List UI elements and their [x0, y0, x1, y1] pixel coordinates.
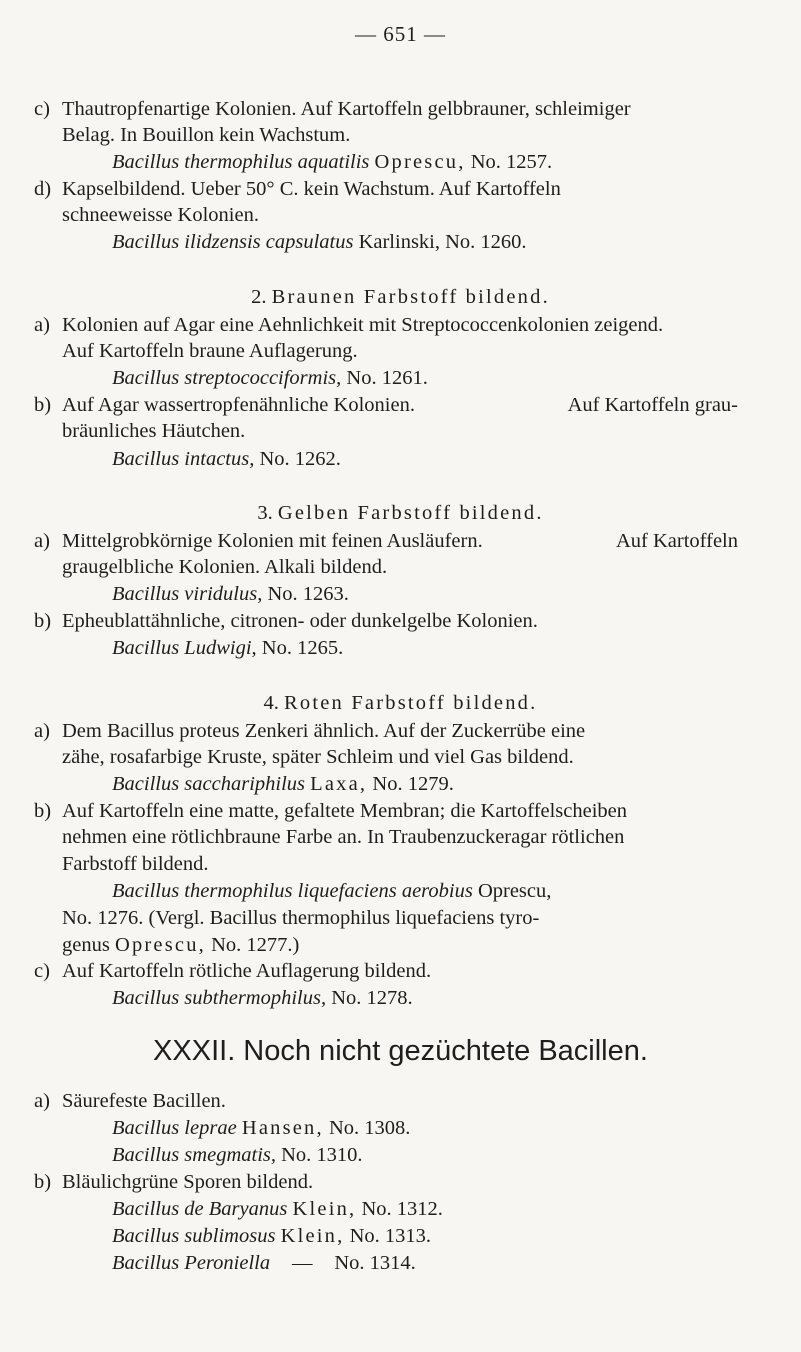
species-name: Bacillus ilidzensis capsulatus [112, 231, 354, 253]
section-heading-4 [0, 690, 801, 716]
text-line: bräunliches Häutchen. [62, 420, 246, 442]
species-name: Bacillus de Baryanus [112, 1198, 288, 1220]
catalog-number: No. 1308. [328, 1117, 411, 1139]
section-title: Roten Farbstoff bildend. [284, 692, 538, 714]
catalog-number: No. 1263. [267, 583, 349, 605]
label-b: b) [34, 394, 52, 416]
species-line [112, 149, 552, 175]
label-a: a) [34, 530, 50, 552]
author: Laxa, [310, 773, 368, 795]
text-line: Auf Kartoffeln eine matte, gefaltete Membran; die Kartoffelscheiben [62, 800, 628, 822]
justified-line [62, 528, 738, 554]
text-line: Farbstoff bildend. [62, 853, 209, 875]
catalog-number: No. 1260. [445, 231, 527, 253]
author: Klein, [292, 1198, 357, 1220]
species-line [112, 229, 527, 255]
text-line: graugelbliche Kolonien. Alkali bildend. [62, 556, 388, 578]
catalog-number: No. 1257. [470, 151, 553, 173]
label-a: a) [34, 720, 50, 742]
species-name: Bacillus thermophilus aquatilis [112, 151, 370, 173]
species-line [112, 1250, 416, 1276]
catalog-number: No. 1277.) [211, 934, 300, 956]
text-segment: Auf Kartoffeln [615, 530, 738, 552]
catalog-number: No. 1265. [261, 637, 344, 659]
species-name: Bacillus intactus, [112, 448, 255, 470]
page-number: — 651 — [355, 22, 446, 46]
species-name: Bacillus smegmatis, [112, 1144, 276, 1166]
author: Oprescu, [477, 880, 552, 902]
text-segment: Auf Agar wassertropfenähnliche Kolonien. [62, 394, 415, 416]
label-b: b) [34, 1171, 52, 1193]
text-line: Bläulichgrüne Sporen bildend. [62, 1171, 314, 1193]
catalog-number: No. 1262. [259, 448, 341, 470]
species-name: Bacillus Peroniella [112, 1252, 271, 1274]
catalog-number: No. 1279. [372, 773, 454, 795]
species-line [112, 1115, 410, 1141]
species-line [112, 985, 413, 1011]
species-line [112, 365, 428, 391]
species-name: Bacillus Ludwigi, [112, 637, 257, 659]
species-name: Bacillus sublimosus [112, 1225, 276, 1247]
author: Klein, [280, 1225, 345, 1247]
species-name: Bacillus leprae [112, 1117, 237, 1139]
author: Oprescu, [114, 934, 206, 956]
section-title: Gelben Farbstoff bildend. [277, 502, 544, 524]
label-a: a) [34, 314, 50, 336]
catalog-number: No. 1312. [361, 1198, 443, 1220]
section-number: 2. [251, 286, 267, 308]
species-name: Bacillus subthermophilus, [112, 987, 327, 1009]
author: Karlinski, [358, 231, 440, 253]
label-c: c) [34, 98, 50, 120]
text-line: Auf Kartoffeln braune Auflagerung. [62, 340, 358, 362]
species-line [112, 878, 551, 904]
catalog-number: No. 1313. [349, 1225, 432, 1247]
author: Oprescu, [374, 151, 466, 173]
species-line [112, 1223, 431, 1249]
species-line [112, 581, 349, 607]
section-heading-3 [0, 500, 801, 526]
text-line: Epheublattähnliche, citronen- oder dunkelgelbe Kolonien. [62, 610, 538, 632]
text-line: Dem Bacillus proteus Zenkeri ähnlich. Auf der Zuckerrübe eine [62, 720, 586, 742]
species-name: Bacillus sacchariphilus [112, 773, 306, 795]
text-line: Kolonien auf Agar eine Aehnlichkeit mit Streptococcenkolonien zeigend. [62, 314, 664, 336]
label-b: b) [34, 610, 52, 632]
species-line [112, 446, 341, 472]
catalog-number: No. 1278. [331, 987, 413, 1009]
text-line: Belag. In Bouillon kein Wachstum. [62, 124, 351, 146]
text-line: Säurefeste Bacillen. [62, 1090, 226, 1112]
section-heading-2 [0, 284, 801, 310]
text-line: Kapselbildend. Ueber 50° C. kein Wachstum. Auf Kartoffeln [62, 178, 561, 200]
species-line [112, 771, 454, 797]
text-line: Thautropfenartige Kolonien. Auf Kartoffeln gelbbrauner, schleimiger [62, 98, 631, 120]
text-line: zähe, rosafarbige Kruste, später Schleim und viel Gas bildend. [62, 746, 574, 768]
label-b: b) [34, 800, 52, 822]
text-segment: genus [62, 934, 110, 956]
species-line [112, 635, 343, 661]
text-line: schneeweisse Kolonien. [62, 204, 259, 226]
chapter-heading: XXXII. Noch nicht gezüchtete Bacillen. [153, 1035, 648, 1067]
catalog-number: No. 1314. [334, 1252, 416, 1274]
species-name: Bacillus thermophilus liquefaciens aerobius [112, 880, 473, 902]
text-segment: Mittelgrobkörnige Kolonien mit feinen Ausläufern. [62, 530, 483, 552]
label-a: a) [34, 1090, 50, 1112]
text-segment: Auf Kartoffeln grau- [567, 394, 738, 416]
catalog-number: No. 1310. [281, 1144, 363, 1166]
species-line [112, 1142, 363, 1168]
text-line: Auf Kartoffeln rötliche Auflagerung bildend. [62, 960, 432, 982]
species-line [112, 1196, 443, 1222]
text-line: No. 1276. (Vergl. Bacillus thermophilus liquefaciens tyro- [62, 907, 540, 929]
section-number: 3. [257, 502, 273, 524]
label-d: d) [34, 178, 52, 200]
species-name: Bacillus viridulus, [112, 583, 263, 605]
justified-line [62, 392, 738, 418]
label-c: c) [34, 960, 50, 982]
author: Hansen, [241, 1117, 324, 1139]
catalog-number: No. 1261. [346, 367, 428, 389]
section-title: Braunen Farbstoff bildend. [271, 286, 550, 308]
species-name: Bacillus streptococciformis, [112, 367, 342, 389]
ditto-dash: — [291, 1252, 313, 1274]
section-number: 4. [263, 692, 279, 714]
text-line [62, 932, 299, 958]
text-line: nehmen eine rötlichbraune Farbe an. In Traubenzuckeragar rötlichen [62, 826, 625, 848]
